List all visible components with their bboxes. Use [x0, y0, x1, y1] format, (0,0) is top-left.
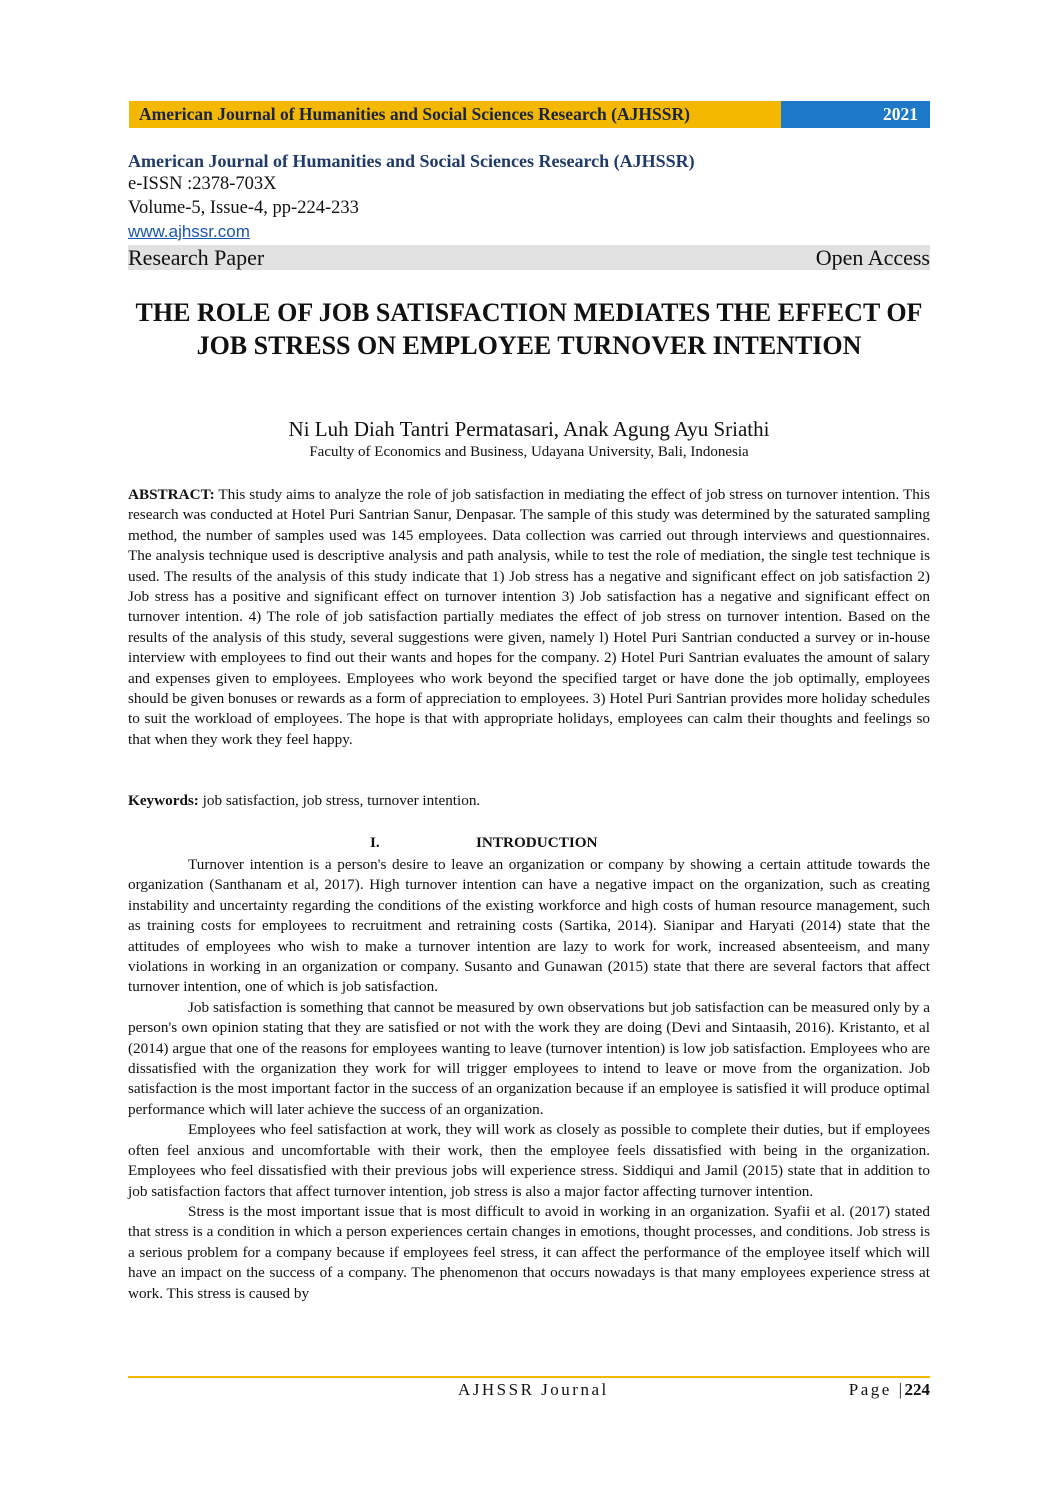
- paragraph: Job satisfaction is something that cannot be measured by own observations but job satisfaction can be measured only by a person's own opinion stating that they are satisfied or not with the work they are doing (Devi and Sintaasih, 2016). Kristanto, et al (2014) argue that one of the reasons for employees wanting to leave (turnover intention) is low job satisfaction. Employees who are dissatisfied with the organization they work for will trigger employees to intend to leave or move from the organization. Job satisfaction is the most important factor in the success of an organization because if an employee is satisfied it will produce optimal performance which will later achieve the success of an organization.: [128, 998, 930, 1118]
- header-journal-name: American Journal of Humanities and Social Sciences Research (AJHSSR): [129, 101, 781, 128]
- paragraph: Stress is the most important issue that is most difficult to avoid in working in an organization. Syafii et al. (2017) stated that stress is a condition in which a person experiences certain changes in emotions, thought processes, and conditions. Job stress is a serious problem for a company because if employees feel stress, it can affect the performance of the employee itself which will have an impact on the success of a company. The phenomenon that occurs nowadays is that many employees experience stress at work. This stress is caused by: [128, 1202, 930, 1302]
- footer-page-number: 224: [904, 1380, 930, 1399]
- keywords: [128, 791, 930, 811]
- paper-title: THE ROLE OF JOB SATISFACTION MEDIATES THE EFFECT OF JOB STRESS ON EMPLOYEE TURNOVER INTENTION: [135, 298, 923, 360]
- paper-type: Research Paper: [128, 244, 265, 270]
- section-number: I.: [370, 834, 380, 851]
- meta-journal-name: American Journal of Humanities and Social Sciences Research (AJHSSR): [128, 151, 695, 171]
- article-meta: [128, 150, 930, 270]
- abstract-text: This study aims to analyze the role of job satisfaction in mediating the effect of job stress on turnover intention. This research was conducted at Hotel Puri Santrian Sanur, Denpasar. The sample of this study was determined by the saturated sampling method, the number of samples used was 145 employees. Data collection was carried out through interviews and questionnaires. The analysis technique used is descriptive analysis and path analysis, while to test the role of mediation, the single test technique is used. The results of the analysis of this study indicate that 1) Job stress has a negative and significant effect on job satisfaction 2) Job stress has a positive and significant effect on turnover intention 3) Job satisfaction has a negative and significant effect on turnover intention. 4) The role of job satisfaction partially mediates the effect of job stress on turnover intention. Based on the results of the analysis of this study, several suggestions were given, namely l) Hotel Puri Santrian conducted a survey or in-house interview with employees to find out their wants and hopes for the company. 2) Hotel Puri Santrian evaluates the amount of salary and expenses given to employees. Employees who work beyond the specified target or have done the job optimally, employees should be given bonuses or rewards as a form of appreciation to employees. 3) Hotel Puri Santrian provides more holiday schedules to suit the workload of employees. The hope is that with appropriate holidays, employees can calm their thoughts and feelings so that when they work they feel happy.: [128, 486, 930, 748]
- footer-journal: AJHSSR Journal: [458, 1380, 609, 1399]
- abstract: [128, 485, 930, 750]
- keywords-text: job satisfaction, job stress, turnover intention.: [198, 792, 481, 809]
- section-name: INTRODUCTION: [476, 834, 598, 851]
- journal-header-band: [129, 101, 930, 128]
- meta-issn: e-ISSN :2378-703X: [128, 174, 277, 194]
- footer-page-label: Page |: [848, 1380, 905, 1399]
- footer-divider: [128, 1376, 930, 1378]
- paragraph: Employees who feel satisfaction at work, they will work as closely as possible to complete their duties, but if employees often feel anxious and uncomfortable with their work, then the employee feels dissatisfied with being in the organization. Employees who feel dissatisfied with their previous jobs will experience stress. Siddiqui and Jamil (2015) state that in addition to job satisfaction factors that affect turnover intention, job stress is also a major factor affecting turnover intention.: [128, 1121, 930, 1200]
- paragraph: Turnover intention is a person's desire to leave an organization or company by showing a certain attitude towards the organization (Santhanam et al, 2017). High turnover intention can have a negative impact on the organization, such as creating instability and uncertainty regarding the conditions of the existing workforce and high costs of human resource management, such as training costs for employees to recruitment and retraining costs (Sartika, 2014). Sianipar and Haryati (2014) state that the attitudes of employees who wish to make a turnover intention are lazy to work for work, increased absenteeism, and many violations in working in an organization or company. Susanto and Gunawan (2015) state that there are several factors that affect turnover intention, one of which is job satisfaction.: [128, 856, 930, 996]
- meta-volume: Volume-5, Issue-4, pp-224-233: [128, 198, 359, 218]
- abstract-label: ABSTRACT:: [128, 486, 215, 503]
- author-affiliation: Faculty of Economics and Business, Udayana University, Bali, Indonesia: [309, 444, 749, 460]
- introduction-body: [128, 855, 930, 1304]
- footer-page: [849, 1380, 930, 1400]
- journal-website-link[interactable]: www.ajhssr.com: [128, 222, 250, 241]
- header-year: 2021: [781, 101, 930, 128]
- paper-authors: Ni Luh Diah Tantri Permatasari, Anak Agung Ayu Sriathi: [288, 417, 770, 441]
- keywords-label: Keywords:: [128, 792, 199, 809]
- paper-type-bar: [128, 245, 930, 270]
- access-type: Open Access: [815, 244, 930, 270]
